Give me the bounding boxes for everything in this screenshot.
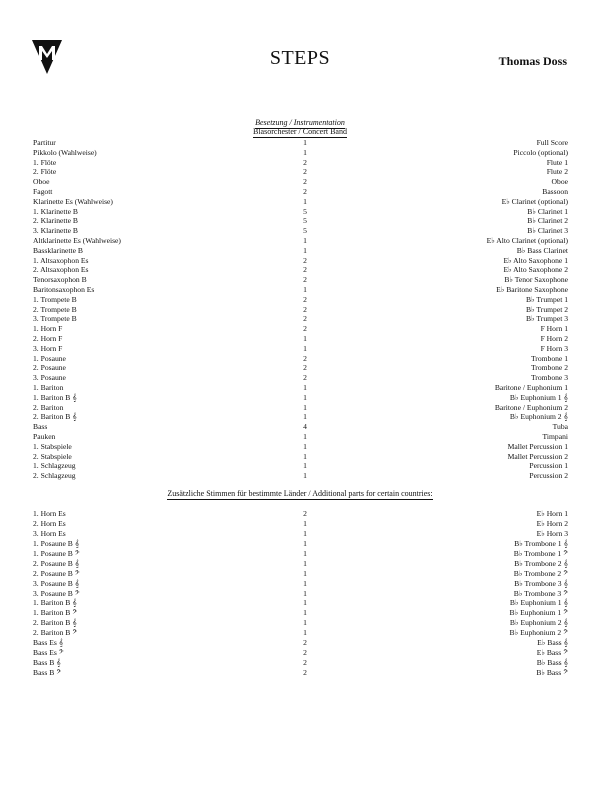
part-name-german: Klarinette Es (Wahlweise) [33,196,113,206]
part-count: 1 [303,548,307,558]
part-row [33,648,568,658]
part-row [33,324,568,334]
part-row [33,432,568,442]
part-count: 1 [303,588,307,598]
part-name-german: 1. Schlagzeug [33,461,76,471]
instrumentation-list [33,138,568,481]
part-name-english: B♭ Trumpet 3 [526,314,568,324]
part-row [33,138,568,148]
part-count: 1 [303,628,307,638]
part-name-german: 1. Bariton B 𝄞 [33,392,77,402]
additional-parts-heading: Zusätzliche Stimmen für bestimmte Länder / Additional parts for certain countries: [167,489,433,498]
part-row [33,579,568,589]
part-name-english: B♭ Trombone 2 𝄢 [513,568,568,578]
part-name-english: Trombone 3 [530,373,568,383]
part-name-german: 1. Flöte [33,157,57,167]
part-name-english: Oboe [551,177,568,187]
part-name-english: B♭ Trombone 1 𝄞 [514,538,568,548]
part-name-german: 3. Trompete B [33,314,77,324]
part-name-english: B♭ Trombone 2 𝄞 [514,558,568,568]
part-count: 1 [303,608,307,618]
part-row [33,618,568,628]
part-name-german: 1. Posaune B 𝄞 [33,538,80,548]
part-name-german: Bass Es 𝄢 [33,648,64,658]
part-row [33,373,568,383]
part-name-german: 2. Posaune B 𝄞 [33,558,80,568]
part-row [33,334,568,344]
part-name-english: Tuba [552,422,568,432]
part-name-english: E♭ Alto Saxophone 2 [503,265,568,275]
part-name-english: E♭ Clarinet (optional) [501,196,568,206]
part-name-german: Bassklarinette B [33,245,83,255]
part-count: 1 [303,518,307,528]
part-row [33,236,568,246]
part-count: 2 [303,157,307,167]
part-row [33,549,568,559]
part-count: 1 [303,392,307,402]
part-name-german: 1. Bariton B 𝄢 [33,608,78,618]
part-name-english: Timpani [542,431,568,441]
part-count: 1 [303,431,307,441]
part-name-english: Mallet Percussion 1 [507,441,568,451]
part-row [33,442,568,452]
part-row [33,559,568,569]
part-row [33,226,568,236]
part-count: 5 [303,216,307,226]
part-name-german: 1. Stabspiele [33,441,72,451]
part-name-english: Trombone 1 [530,353,568,363]
part-count: 1 [303,147,307,157]
part-name-english: B♭ Bass Clarinet [516,245,568,255]
part-name-german: 2. Trompete B [33,304,77,314]
part-name-english: Flute 2 [546,167,568,177]
part-name-german: 1. Bariton [33,382,64,392]
part-count: 2 [303,324,307,334]
part-row [33,393,568,403]
part-name-german: 2. Altsaxophon Es [33,265,89,275]
part-row [33,529,568,539]
part-row [33,403,568,413]
part-count: 1 [303,451,307,461]
part-name-english: B♭ Clarinet 3 [527,226,568,236]
part-count: 1 [303,558,307,568]
part-count: 1 [303,333,307,343]
part-name-english: B♭ Bass 𝄞 [536,658,568,668]
part-name-german: 1. Horn Es [33,509,66,518]
part-count: 5 [303,226,307,236]
part-row [33,285,568,295]
part-name-german: 1. Horn F [33,324,63,334]
part-name-german: Pikkolo (Wahlweise) [33,147,97,157]
part-name-english: B♭ Clarinet 1 [527,206,568,216]
part-name-english: E♭ Horn 1 [536,509,568,518]
part-name-english: E♭ Baritone Saxophone [496,284,568,294]
part-count: 2 [303,668,307,677]
part-count: 1 [303,528,307,538]
part-count: 2 [303,294,307,304]
part-name-german: 2. Flöte [33,167,57,177]
part-name-english: B♭ Tenor Saxophone [504,275,568,285]
part-name-german: 2. Schlagzeug [33,471,76,481]
part-name-german: 3. Posaune B 𝄞 [33,578,80,588]
part-count: 1 [303,284,307,294]
part-row [33,197,568,207]
part-row [33,638,568,648]
part-row [33,569,568,579]
part-name-german: 1. Klarinette B [33,206,78,216]
part-name-english: E♭ Bass 𝄢 [536,648,568,658]
part-count: 2 [303,509,307,518]
part-name-german: Bass B 𝄢 [33,668,62,677]
part-name-german: 3. Horn Es [33,528,66,538]
part-count: 2 [303,265,307,275]
part-row [33,216,568,226]
part-name-german: Altklarinette Es (Wahlweise) [33,235,121,245]
part-count: 2 [303,373,307,383]
part-row [33,598,568,608]
additional-parts-list [33,509,568,678]
part-name-english: E♭ Alto Clarinet (optional) [486,235,568,245]
part-row [33,187,568,197]
part-row [33,519,568,529]
part-row [33,461,568,471]
part-name-english: B♭ Trumpet 2 [526,304,568,314]
part-name-english: B♭ Trombone 1 𝄢 [513,548,568,558]
part-row [33,628,568,638]
part-count: 2 [303,638,307,648]
part-name-german: Pauken [33,431,56,441]
part-row [33,275,568,285]
part-name-german: 2. Bariton B 𝄞 [33,618,77,628]
part-name-german: 2. Bariton [33,402,64,412]
part-row [33,539,568,549]
part-row [33,471,568,481]
part-count: 2 [303,177,307,187]
part-name-german: 3. Posaune B 𝄢 [33,588,80,598]
part-count: 2 [303,314,307,324]
band-heading: Blasorchester / Concert Band [253,127,347,136]
part-name-german: Bass Es 𝄞 [33,638,64,648]
part-name-german: Baritonsaxophon Es [33,284,95,294]
part-row [33,295,568,305]
part-name-english: B♭ Euphonium 1 𝄢 [509,608,568,618]
part-name-german: 1. Posaune [33,353,66,363]
part-count: 1 [303,196,307,206]
part-count: 4 [303,422,307,432]
part-name-german: Partitur [33,138,56,147]
part-name-german: 2. Horn Es [33,518,66,528]
part-count: 2 [303,304,307,314]
part-name-german: 1. Trompete B [33,294,77,304]
part-name-english: B♭ Trombone 3 𝄢 [513,588,568,598]
part-name-english: B♭ Euphonium 1 𝄞 [509,392,568,402]
part-count: 1 [303,412,307,422]
part-name-english: Baritone / Euphonium 2 [494,402,568,412]
part-row [33,509,568,519]
part-row [33,412,568,422]
part-name-english: B♭ Euphonium 2 𝄞 [509,412,568,422]
part-name-german: 2. Horn F [33,333,63,343]
part-name-english: Flute 1 [546,157,568,167]
part-row [33,344,568,354]
part-name-english: E♭ Horn 2 [536,518,568,528]
part-count: 1 [303,618,307,628]
part-name-english: F Horn 1 [540,324,568,334]
part-row [33,246,568,256]
part-count: 2 [303,255,307,265]
part-name-german: 2. Bariton B 𝄢 [33,628,78,638]
part-row [33,589,568,599]
part-row [33,158,568,168]
part-name-english: Baritone / Euphonium 1 [494,382,568,392]
part-name-german: Bass [33,422,48,432]
part-count: 2 [303,353,307,363]
part-count: 1 [303,471,307,481]
part-name-english: B♭ Clarinet 2 [527,216,568,226]
part-count: 1 [303,343,307,353]
part-name-german: 1. Altsaxophon Es [33,255,89,265]
part-name-english: B♭ Trombone 3 𝄞 [514,578,568,588]
part-name-english: E♭ Horn 3 [536,528,568,538]
part-name-german: 2. Klarinette B [33,216,78,226]
part-row [33,608,568,618]
part-row [33,305,568,315]
part-count: 1 [303,538,307,548]
page-title: STEPS [269,47,331,69]
part-count: 5 [303,206,307,216]
part-row [33,148,568,158]
part-row [33,422,568,432]
part-name-english: Mallet Percussion 2 [507,451,568,461]
composer-name: Thomas Doss [498,54,567,68]
part-count: 1 [303,598,307,608]
part-name-german: 2. Bariton B 𝄞 [33,412,77,422]
part-name-german: Tenorsaxophon B [33,275,87,285]
part-count: 2 [303,658,307,668]
part-name-german: 1. Bariton B 𝄞 [33,598,77,608]
part-row [33,207,568,217]
part-name-german: 2. Posaune [33,363,66,373]
part-name-german: 3. Klarinette B [33,226,78,236]
part-name-german: 1. Posaune B 𝄢 [33,548,80,558]
part-name-german: Bass B 𝄞 [33,658,61,668]
part-row [33,363,568,373]
part-name-english: Full Score [536,138,568,147]
part-row [33,383,568,393]
part-name-german: Fagott [33,186,53,196]
part-name-english: B♭ Trumpet 1 [526,294,568,304]
part-name-german: Oboe [33,177,50,187]
part-name-english: E♭ Alto Saxophone 1 [503,255,568,265]
part-count: 1 [303,382,307,392]
part-count: 1 [303,461,307,471]
part-count: 1 [303,138,307,147]
part-name-english: Piccolo (optional) [513,147,568,157]
part-name-english: Percussion 2 [529,471,568,481]
part-row [33,256,568,266]
part-count: 2 [303,167,307,177]
part-name-german: 3. Posaune [33,373,66,383]
part-count: 1 [303,568,307,578]
part-name-german: 2. Posaune B 𝄢 [33,568,80,578]
part-count: 1 [303,245,307,255]
part-name-english: F Horn 3 [540,343,568,353]
part-row [33,658,568,668]
part-count: 1 [303,402,307,412]
part-count: 2 [303,275,307,285]
part-name-german: 3. Horn F [33,343,63,353]
part-name-english: F Horn 2 [540,333,568,343]
part-name-english: E♭ Bass 𝄞 [537,638,568,648]
part-name-english: B♭ Bass 𝄢 [536,668,568,677]
instrumentation-heading: Besetzung / Instrumentation [255,118,345,127]
part-name-english: B♭ Euphonium 2 𝄢 [509,628,568,638]
part-row [33,668,568,678]
part-count: 2 [303,186,307,196]
part-count: 1 [303,441,307,451]
part-name-english: B♭ Euphonium 1 𝄞 [509,598,568,608]
part-count: 2 [303,363,307,373]
part-row [33,452,568,462]
part-name-english: B♭ Euphonium 2 𝄞 [509,618,568,628]
part-count: 1 [303,578,307,588]
part-name-english: Percussion 1 [529,461,568,471]
part-name-german: 2. Stabspiele [33,451,72,461]
part-count: 1 [303,235,307,245]
part-row [33,314,568,324]
part-row [33,265,568,275]
part-count: 2 [303,648,307,658]
part-name-english: Trombone 2 [530,363,568,373]
part-row [33,354,568,364]
part-row [33,167,568,177]
part-row [33,177,568,187]
part-name-english: Bassoon [542,186,568,196]
